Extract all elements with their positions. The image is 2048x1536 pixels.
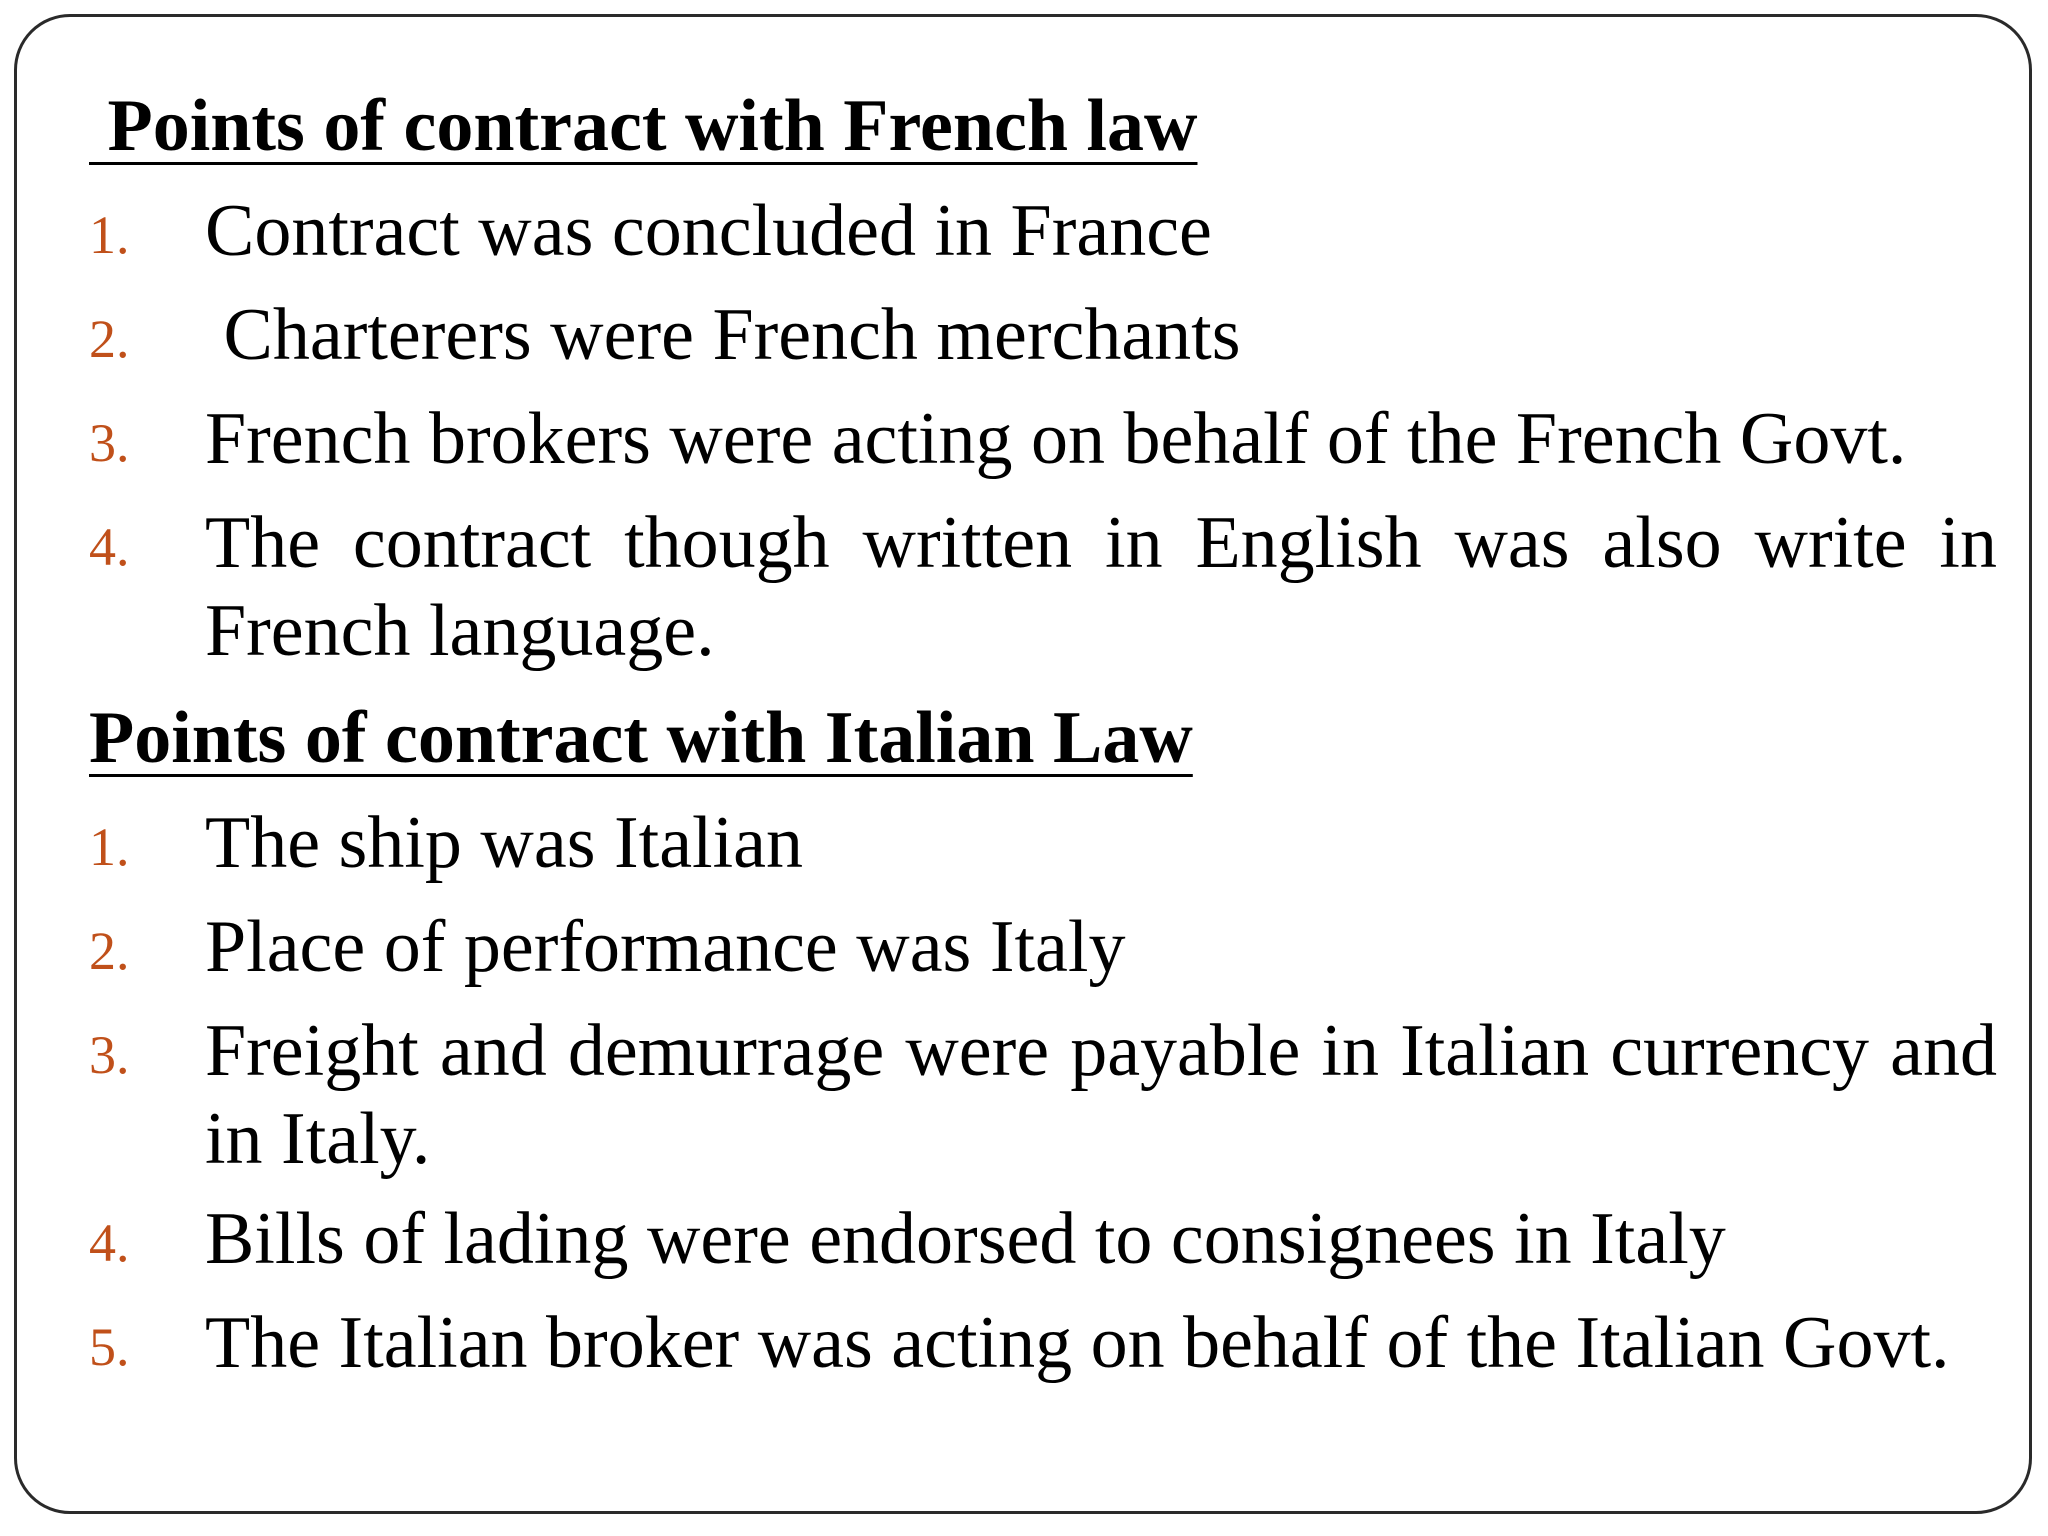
list-item [89, 799, 1997, 891]
slide-frame [14, 14, 2032, 1514]
list-text: The Italian broker was acting on behalf of the Italian Govt. [205, 1302, 1950, 1384]
french-law-heading: Points of contract with French law [89, 85, 1198, 167]
list-item [89, 499, 2016, 675]
list-number: 3. [89, 1025, 130, 1085]
list-text: Freight and demurrage were payable in Italian currency and in Italy. [205, 1010, 2016, 1180]
list-item [89, 1007, 2016, 1183]
list-item [89, 1299, 1997, 1391]
french-law-list [89, 187, 2016, 675]
list-text: The contract though written in English was also write in French language. [205, 502, 2016, 672]
list-number: 4. [89, 1213, 130, 1273]
list-text: The ship was Italian [205, 802, 803, 884]
italian-law-list [89, 799, 2016, 1391]
list-text: Contract was concluded in France [205, 190, 1212, 272]
list-number: 4. [89, 517, 130, 577]
slide-content [89, 77, 2016, 1391]
list-number: 3. [89, 413, 130, 473]
list-item [89, 395, 1997, 487]
italian-law-heading: Points of contract with Italian Law [89, 697, 1193, 779]
list-item [89, 187, 1997, 279]
list-number: 2. [89, 921, 130, 981]
list-text: French brokers were acting on behalf of the French Govt. [205, 398, 1907, 480]
list-item [89, 903, 1997, 995]
list-number: 5. [89, 1317, 130, 1377]
list-number: 1. [89, 205, 130, 265]
list-text: Charterers were French merchants [205, 294, 1241, 376]
list-item [89, 291, 1997, 383]
list-number: 2. [89, 309, 130, 369]
list-text: Bills of lading were endorsed to consignees in Italy [205, 1198, 1726, 1280]
list-text: Place of performance was Italy [205, 906, 1126, 988]
list-item [89, 1195, 1997, 1287]
list-number: 1. [89, 817, 130, 877]
